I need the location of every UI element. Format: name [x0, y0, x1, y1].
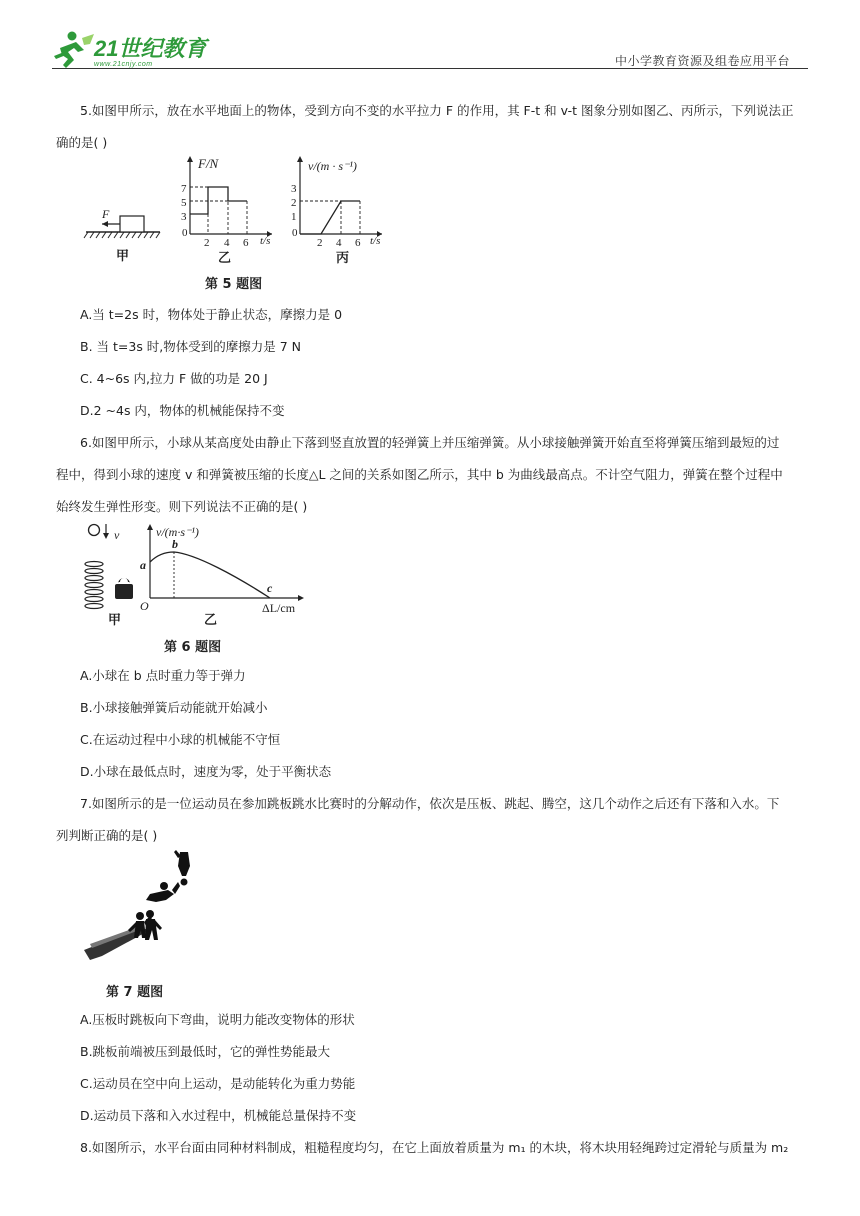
point-a-label: a	[140, 558, 146, 572]
logo-url: www.21cnjy.com	[94, 61, 153, 68]
point-b-label: b	[172, 537, 178, 551]
x-tick-4: 4	[224, 237, 230, 249]
q7-stem-line1: 7.如图所示的是一位运动员在参加跳板跳水比赛时的分解动作，依次是压板、跳起、腾空，这几个动作之后还有下落和入水。下	[80, 796, 780, 811]
q6-figure-caption: 第 6 题图	[164, 640, 222, 655]
q7-option-a: A.压板时跳板向下弯曲，说明力能改变物体的形状	[80, 1012, 355, 1027]
x-tick-6: 6	[355, 237, 361, 249]
q7-figure-caption: 第 7 题图	[106, 985, 164, 1000]
fig-yi-label: 乙	[218, 251, 232, 266]
logo-text: 21世纪教育	[94, 36, 207, 61]
origin-label: 0	[292, 227, 298, 239]
v-dl-curve	[150, 552, 270, 598]
header-divider	[52, 68, 808, 69]
y-tick-5: 5	[181, 197, 187, 209]
q8-stem-line1: 8.如图所示，水平台面由同种材料制成，粗糙程度均匀，在它上面放着质量为 m₁ 的木块，将木块用轻绳跨过定滑轮与质量为 m₂	[80, 1140, 789, 1155]
weight	[118, 578, 130, 584]
x-axis-label: ΔL/cm	[262, 601, 296, 615]
origin-label: 0	[182, 227, 188, 239]
x-axis-label: t/s	[370, 235, 381, 247]
fig-jia-label: 甲	[116, 249, 130, 264]
q5-option-d: D.2 ~4s 内，物体的机械能保持不变	[80, 403, 285, 418]
q5-option-b: B. 当 t=3s 时,物体受到的摩擦力是 7 N	[80, 339, 302, 354]
q5-option-a: A.当 t=2s 时，物体处于静止状态，摩擦力是 0	[80, 307, 343, 322]
chart-f-t	[176, 150, 286, 266]
x-tick-2: 2	[317, 237, 323, 249]
fig-jia-label: 甲	[108, 613, 122, 628]
q7-option-b: B.跳板前端被压到最低时，它的弹性势能最大	[80, 1044, 331, 1059]
y-tick-7: 7	[181, 183, 187, 195]
y-axis-label: F/N	[198, 156, 219, 171]
q6-figure-jia	[84, 520, 144, 628]
y-tick-1: 1	[291, 211, 297, 223]
y-axis-label: v/(m·s⁻¹)	[156, 525, 199, 539]
q5-stem-line2: 确的是( )	[56, 135, 108, 150]
x-axis-label: t/s	[260, 235, 271, 247]
y-tick-3: 3	[291, 183, 297, 195]
velocity-label: v	[114, 528, 120, 542]
x-tick-2: 2	[204, 237, 210, 249]
q6-option-b: B.小球接触弹簧后动能就开始减小	[80, 700, 268, 715]
q6-option-c: C.在运动过程中小球的机械能不守恒	[80, 732, 281, 747]
x-tick-4: 4	[336, 237, 342, 249]
q7-option-d: D.运动员下落和入水过程中，机械能总量保持不变	[80, 1108, 357, 1123]
spring	[85, 562, 103, 609]
point-c-label: c	[267, 581, 273, 595]
q6-stem-line1: 6.如图甲所示，小球从某高度处由静止下落到竖直放置的轻弹簧上并压缩弹簧。从小球接触弹簧开始直至将弹簧压缩到最短的过	[80, 435, 780, 450]
f-t-series	[190, 187, 247, 214]
block	[120, 216, 144, 232]
v-t-series	[300, 201, 360, 234]
fig-bing-label: 丙	[336, 251, 350, 266]
y-axis-label: v/(m · s⁻¹)	[308, 159, 357, 173]
x-tick-6: 6	[243, 237, 249, 249]
ball	[89, 525, 100, 536]
q5-figure-caption: 第 5 题图	[205, 277, 263, 292]
q6-option-a: A.小球在 b 点时重力等于弹力	[80, 668, 246, 683]
q6-option-d: D.小球在最低点时，速度为零，处于平衡状态	[80, 764, 332, 779]
q7-option-c: C.运动员在空中向上运动，是动能转化为重力势能	[80, 1076, 356, 1091]
q6-stem-line3: 始终发生弹性形变。则下列说法不正确的是( )	[56, 499, 308, 514]
y-tick-2: 2	[291, 197, 297, 209]
q7-stem-line2: 列判断正确的是( )	[56, 828, 158, 843]
force-label: F	[102, 207, 110, 221]
diving-illustration	[80, 846, 200, 966]
y-tick-3: 3	[181, 211, 187, 223]
fig-yi-label: 乙	[204, 613, 218, 628]
q5-stem-line1: 5.如图甲所示，放在水平地面上的物体，受到方向不变的水平拉力 F 的作用，其 F-t 和 v-t 图象分别如图乙、丙所示，下列说法正	[80, 103, 794, 118]
origin-label: O	[140, 599, 149, 613]
chart-v-t	[286, 150, 406, 266]
site-name: 中小学教育资源及组卷应用平台	[615, 54, 791, 68]
q5-option-c: C. 4~6s 内,拉力 F 做的功是 20 J	[80, 371, 268, 386]
q5-figure-jia	[80, 198, 170, 264]
q6-stem-line2: 程中，得到小球的速度 v 和弹簧被压缩的长度△L 之间的关系如图乙所示，其中 b 为曲线最高点。不计空气阻力，弹簧在整个过程中	[56, 467, 783, 482]
chart-v-dl	[136, 518, 312, 630]
